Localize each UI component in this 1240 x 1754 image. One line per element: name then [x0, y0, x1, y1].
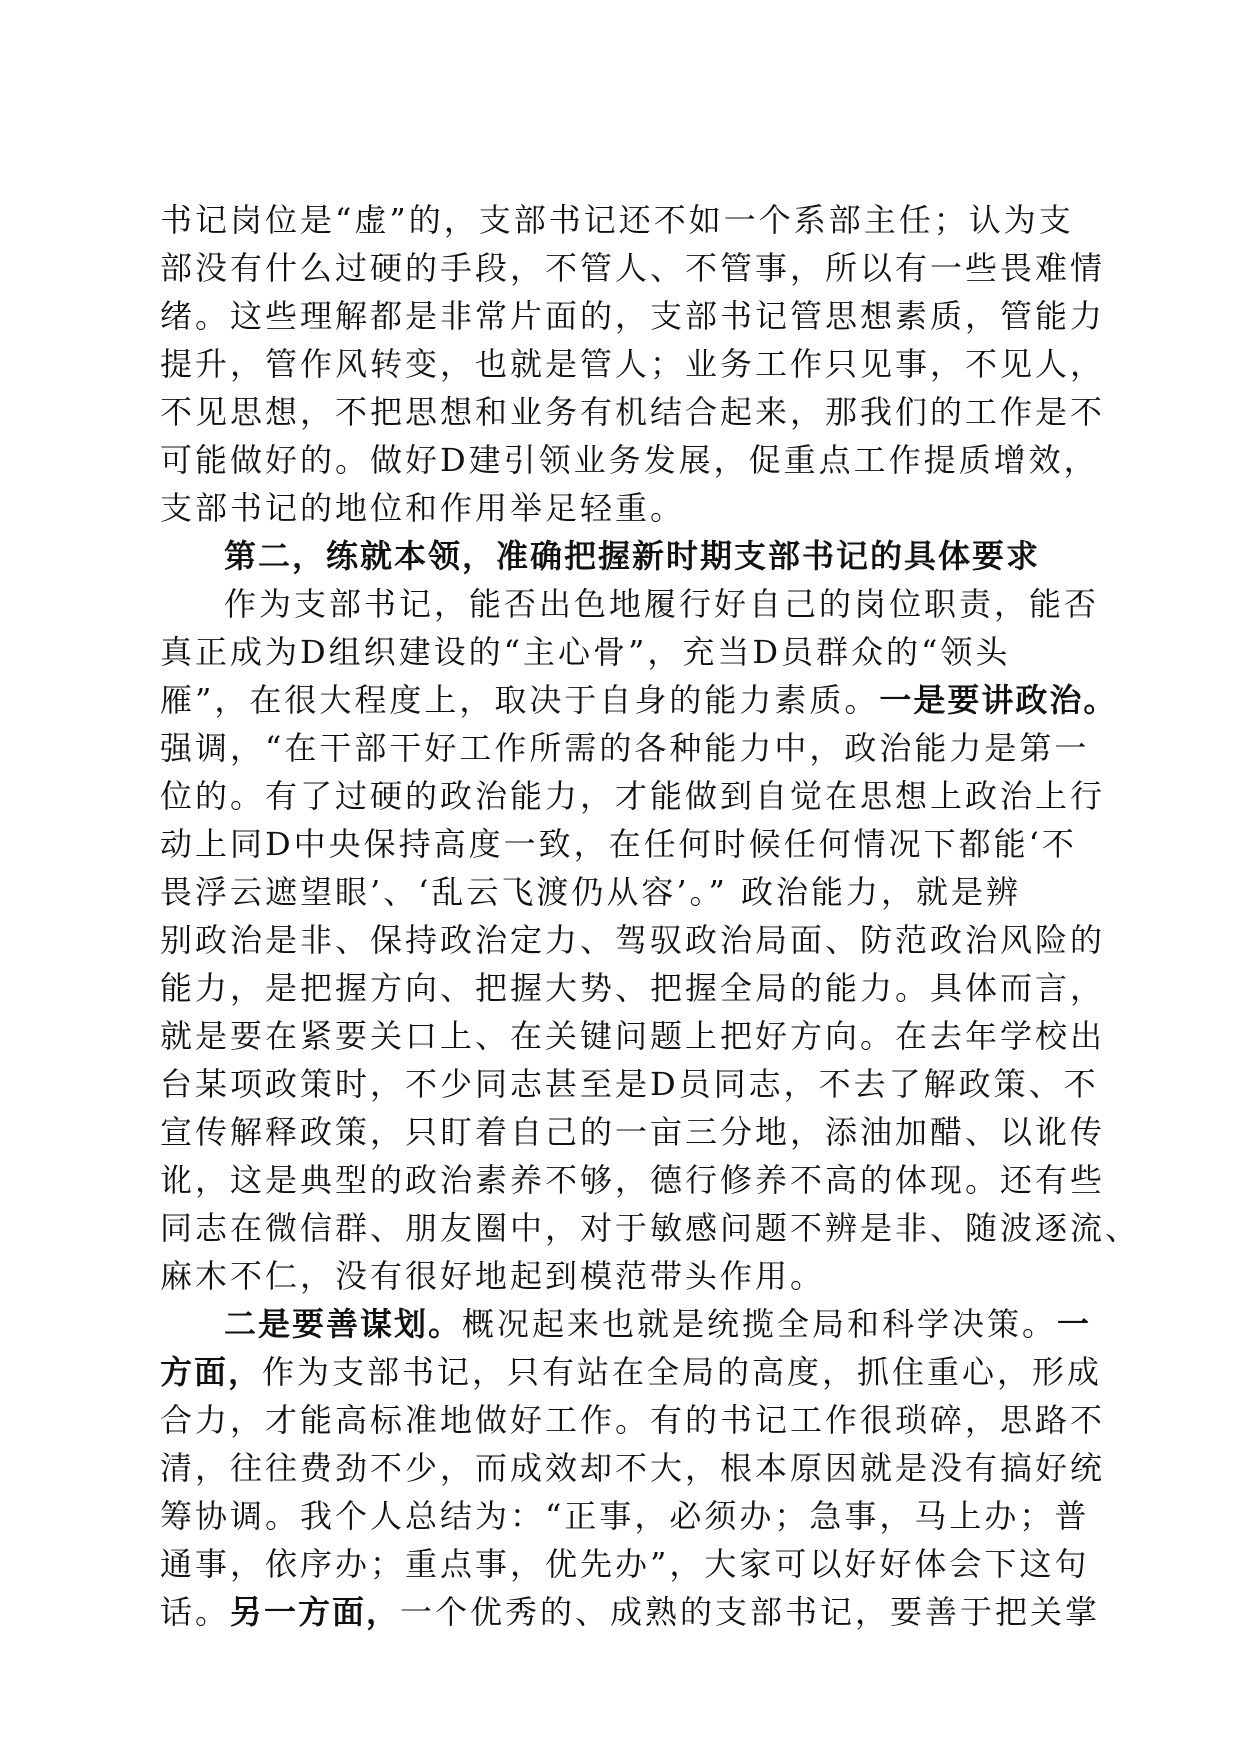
text-segment: 概况起来也就是统揽全局和科学决策。 [462, 1305, 1058, 1343]
bold-phrase: 二是要善谋划。 [224, 1305, 463, 1343]
bold-phrase: 另一方面， [230, 1593, 401, 1631]
text-segment: 同志在微信群、朋友圈中，对于敏感问题不辨是非、随波逐流、 [160, 1209, 1141, 1247]
section-heading [224, 536, 1084, 576]
text-line [160, 1208, 1141, 1248]
text-line [160, 488, 1080, 528]
text-line [160, 392, 1106, 432]
text-line [160, 920, 1106, 960]
bold-phrase: 方面， [160, 1353, 263, 1391]
text-line [160, 1160, 1106, 1200]
text-line [160, 680, 1118, 720]
text-line [160, 296, 1106, 336]
text-segment: 提升，管作风转变，也就是管人；业务工作只见事，不见人， [160, 345, 1106, 383]
text-segment: 清，往往费劲不少，而成效却不大，根本原因就是没有搞好统 [160, 1449, 1106, 1487]
text-line [160, 1448, 1106, 1488]
text-segment: 可能做好的。做好D建引领业务发展，促重点工作提质增效， [160, 441, 1099, 479]
text-segment: 畏浮云遮望眼’、‘乱云飞渡仍从容’。” 政治能力，就是辨 [160, 873, 1022, 911]
text-segment: 绪。这些理解都是非常片面的，支部书记管思想素质，管能力 [160, 297, 1106, 335]
text-segment: 雁”，在很大程度上，取决于自身的能力素质。 [160, 681, 880, 719]
text-line [160, 440, 1099, 480]
text-segment: 不见思想，不把思想和业务有机结合起来，那我们的工作是不 [160, 393, 1106, 431]
text-segment: 就是要在紧要关口上、在关键问题上把好方向。在去年学校出 [160, 1017, 1106, 1055]
text-segment: 真正成为D组织建设的“主心骨”，充当D员群众的“领头 [160, 633, 1011, 671]
text-segment: 动上同D中央保持高度一致，在任何时候任何情况下都能‘不 [160, 825, 1077, 863]
text-segment: 宣传解释政策，只盯着自己的一亩三分地，添油加醋、以讹传 [160, 1113, 1106, 1151]
text-line [160, 1496, 1090, 1536]
text-segment: 麻木不仁，没有很好地起到模范带头作用。 [160, 1257, 826, 1295]
text-segment: 讹，这是典型的政治素养不够，德行修养不高的体现。还有些 [160, 1161, 1106, 1199]
text-line [160, 872, 1080, 912]
text-line [160, 728, 1090, 768]
text-segment: 能力，是把握方向、把握大势、把握全局的能力。具体而言， [160, 969, 1106, 1007]
text-line [160, 776, 1106, 816]
text-segment: 一个优秀的、成熟的支部书记，要善于把关掌 [400, 1593, 1101, 1631]
text-line [160, 344, 1106, 384]
text-segment: 话。 [160, 1593, 231, 1631]
text-line [160, 968, 1106, 1008]
text-segment: 别政治是非、保持政治定力、驾驭政治局面、防范政治风险的 [160, 921, 1106, 959]
text-line [160, 1112, 1106, 1152]
text-segment: 支部书记的地位和作用举足轻重。 [160, 489, 686, 527]
text-segment: 书记岗位是“虚”的，支部书记还不如一个系部主任；认为支 [160, 201, 1074, 239]
text-segment: 筹协调。我个人总结为：“正事，必须办；急事，马上办；普 [160, 1497, 1090, 1535]
text-line [160, 584, 1100, 624]
text-segment: 台某项政策时，不少同志甚至是D员同志，不去了解政策、不 [160, 1065, 1099, 1103]
text-line [160, 1400, 1106, 1440]
text-line [160, 1304, 1092, 1344]
text-segment: 位的。有了过硬的政治能力，才能做到自觉在思想上政治上行 [160, 777, 1106, 815]
text-line [160, 1256, 1080, 1296]
text-segment: 通事，依序办；重点事，优先办”，大家可以好好体会下这句 [160, 1545, 1090, 1583]
text-line [160, 632, 1080, 672]
text-segment: 作为支部书记，只有站在全局的高度，抓住重心，形成 [262, 1353, 1103, 1391]
text-segment: 合力，才能高标准地做好工作。有的书记工作很琐碎，思路不 [160, 1401, 1106, 1439]
heading-text: 第二，练就本领，准确把握新时期支部书记的具体要求 [224, 537, 1041, 575]
text-line [160, 824, 1080, 864]
text-line [160, 248, 1106, 288]
text-line [160, 1592, 1101, 1632]
text-segment: 强调，“在干部干好工作所需的各种能力中，政治能力是第一 [160, 729, 1090, 767]
text-line [160, 200, 1080, 240]
bold-phrase: 一是要讲政治。 [879, 681, 1118, 719]
bold-phrase: 一 [1057, 1305, 1092, 1343]
text-segment: 部没有什么过硬的手段，不管人、不管事，所以有一些畏难情 [160, 249, 1106, 287]
text-line [160, 1352, 1103, 1392]
text-segment: 作为支部书记，能否出色地履行好自己的岗位职责，能否 [224, 585, 1100, 623]
text-line [160, 1064, 1099, 1104]
text-line [160, 1544, 1090, 1584]
text-line [160, 1016, 1106, 1056]
